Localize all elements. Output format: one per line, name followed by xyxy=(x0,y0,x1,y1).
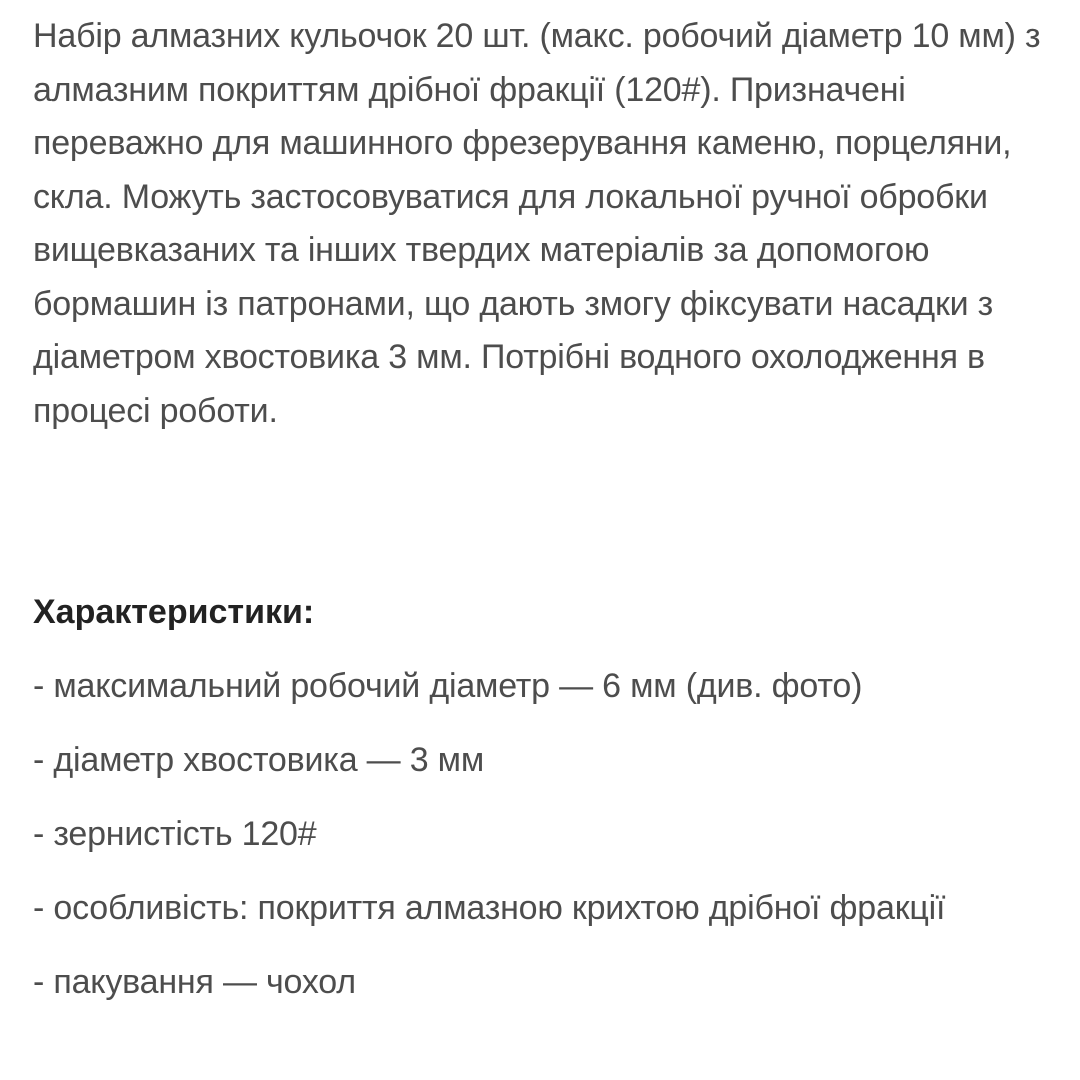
spec-item-max-diameter: - максимальний робочий діаметр — 6 мм (див. фото) xyxy=(33,667,863,705)
specs-list xyxy=(33,660,1063,1030)
spec-item-shank-diameter: - діаметр хвостовика — 3 мм xyxy=(33,741,485,779)
spec-item-feature: - особливість: покриття алмазною крихтою дрібної фракції xyxy=(33,889,946,927)
description-block xyxy=(33,10,1063,438)
product-description: Набір алмазних кульочок 20 шт. (макс. робочий діаметр 10 мм) з алмазним покриттям дрібної фракції (120#). Призначені переважно для машинного фрезерування каменю, порцеляни, скла. Можуть застосовуватися для локальної ручної обробки вищевказаних та інших твердих матеріалів за допомогою бормашин із патронами, що дають змогу фіксувати насадки з діаметром хвостовика 3 мм. Потрібні водного охолодження в процесі роботи. xyxy=(33,17,1041,430)
spec-item-packaging: - пакування — чохол xyxy=(33,963,356,1001)
specs-heading: Характеристики: xyxy=(33,593,315,631)
spec-item-grit: - зернистість 120# xyxy=(33,815,317,853)
